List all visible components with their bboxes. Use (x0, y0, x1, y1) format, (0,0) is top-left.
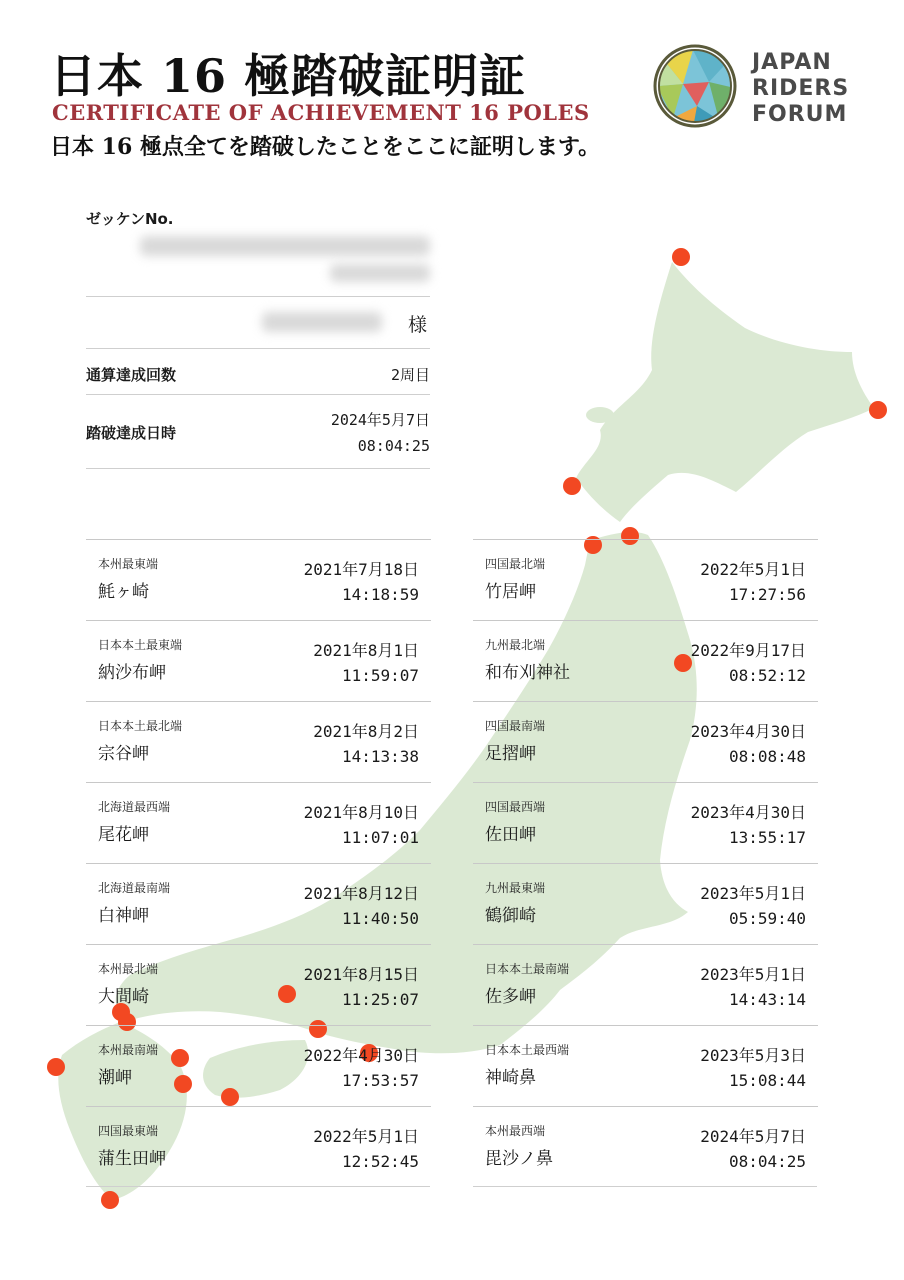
pole-date: 2023年4月30日 (690, 803, 806, 822)
total-count-label: 通算達成回数 (86, 366, 177, 384)
pole-place: 佐多岬 (485, 987, 536, 1007)
pole-date: 2022年9月17日 (690, 641, 806, 660)
pole-time: 05:59:40 (728, 909, 806, 928)
pole-time: 11:40:50 (341, 909, 419, 928)
pole-date: 2023年5月1日 (700, 884, 806, 903)
pole-record (86, 944, 431, 1024)
pole-place: 納沙布岬 (98, 663, 166, 683)
pole-record (473, 620, 818, 700)
row-divider (86, 863, 431, 864)
certificate-title: 日本 16 極踏破証明証 (50, 49, 527, 103)
pole-time: 08:52:12 (728, 666, 806, 685)
pole-category: 日本本土最西端 (485, 1043, 570, 1057)
pole-date: 2021年8月1日 (313, 641, 419, 660)
pole-date: 2022年5月1日 (700, 560, 806, 579)
divider (86, 394, 430, 395)
logo-line-2: RIDERS (752, 76, 850, 101)
pole-time: 14:13:38 (341, 747, 419, 766)
row-divider (86, 944, 431, 945)
certificate-statement: 日本 16 極点全てを踏破したことをここに証明します。 (50, 134, 601, 160)
achieved-time: 08:04:25 (357, 437, 430, 455)
pole-category: 日本本土最北端 (98, 719, 183, 733)
pole-record (86, 701, 431, 781)
globe-mosaic-icon (653, 44, 737, 128)
pole-place: 佐田岬 (485, 825, 536, 845)
pole-time: 11:25:07 (341, 990, 419, 1009)
pole-time: 14:43:14 (728, 990, 806, 1009)
row-divider (86, 539, 431, 540)
pole-time: 17:53:57 (341, 1071, 419, 1090)
pole-record (473, 863, 818, 943)
row-divider (86, 1025, 431, 1026)
pole-record (473, 1106, 818, 1186)
row-divider (473, 539, 818, 540)
pole-date: 2021年7月18日 (303, 560, 419, 579)
pole-date: 2023年5月1日 (700, 965, 806, 984)
pole-record (86, 1025, 431, 1105)
logo-wordmark (752, 50, 849, 128)
pole-category: 本州最南端 (98, 1043, 159, 1057)
pole-category: 日本本土最南端 (485, 962, 570, 976)
pole-date: 2024年5月7日 (700, 1127, 806, 1146)
pole-place: 鶴御崎 (485, 906, 536, 926)
pole-time: 13:55:17 (728, 828, 806, 847)
pole-time: 14:18:59 (341, 585, 419, 604)
pole-category: 本州最西端 (485, 1124, 546, 1138)
row-divider (473, 863, 818, 864)
achieved-date: 2024年5月7日 (330, 411, 430, 429)
pole-time: 11:59:07 (341, 666, 419, 685)
pole-category: 北海道最南端 (98, 881, 171, 895)
pole-time: 11:07:01 (341, 828, 419, 847)
pole-place: 宗谷岬 (98, 744, 149, 764)
pole-place: 和布刈神社 (485, 663, 570, 683)
divider (86, 468, 430, 469)
row-divider (473, 1106, 818, 1107)
pole-place: 神崎鼻 (485, 1068, 536, 1088)
row-divider (473, 701, 818, 702)
pole-date: 2021年8月2日 (313, 722, 419, 741)
row-divider (86, 782, 431, 783)
row-divider (473, 1025, 818, 1026)
pole-category: 北海道最西端 (98, 800, 171, 814)
pole-time: 08:04:25 (728, 1152, 806, 1171)
pole-category: 本州最東端 (98, 557, 159, 571)
pole-category: 四国最東端 (98, 1124, 159, 1138)
pole-date: 2023年5月3日 (700, 1046, 806, 1065)
achieved-label: 踏破達成日時 (86, 424, 177, 442)
pole-record (86, 539, 431, 619)
pole-category: 日本本土最東端 (98, 638, 183, 652)
pole-record (86, 620, 431, 700)
honorific: 様 (408, 314, 428, 336)
pole-time: 15:08:44 (728, 1071, 806, 1090)
logo-line-1: JAPAN (752, 50, 832, 75)
total-count-value: 2周目 (390, 366, 430, 384)
pole-date: 2021年8月12日 (303, 884, 419, 903)
pole-category: 四国最南端 (485, 719, 546, 733)
pole-place: 毘沙ノ鼻 (485, 1149, 553, 1169)
pole-place: 潮岬 (98, 1068, 132, 1088)
pole-record (86, 863, 431, 943)
pole-place: 大間崎 (98, 987, 149, 1007)
pole-place: 尾花岬 (98, 825, 149, 845)
bib-label: ゼッケンNo. (86, 210, 174, 228)
pole-place: 足摺岬 (485, 744, 536, 764)
pole-place: 魹ヶ崎 (98, 582, 149, 602)
pole-place: 白神岬 (98, 906, 149, 926)
pole-category: 九州最東端 (485, 881, 546, 895)
pole-record (473, 701, 818, 781)
row-divider (473, 782, 818, 783)
pole-date: 2021年8月15日 (303, 965, 419, 984)
pole-record (86, 1106, 431, 1186)
row-divider (86, 1106, 431, 1107)
pole-category: 四国最北端 (485, 557, 546, 571)
row-divider (86, 620, 431, 621)
redacted-bib-number-2 (330, 264, 430, 282)
pole-category: 四国最西端 (485, 800, 546, 814)
pole-date: 2023年4月30日 (690, 722, 806, 741)
pole-category: 本州最北端 (98, 962, 159, 976)
logo-line-3: FORUM (752, 102, 848, 127)
divider (86, 348, 430, 349)
pole-record (473, 944, 818, 1024)
divider (86, 296, 430, 297)
grid-bottom-line-right (473, 1186, 817, 1187)
pole-record (473, 539, 818, 619)
pole-record (473, 782, 818, 862)
pole-time: 08:08:48 (728, 747, 806, 766)
pole-record (473, 1025, 818, 1105)
row-divider (473, 620, 818, 621)
pole-time: 12:52:45 (341, 1152, 419, 1171)
grid-bottom-line-left (86, 1186, 430, 1187)
pole-record (86, 782, 431, 862)
pole-date: 2022年5月1日 (313, 1127, 419, 1146)
pole-date: 2022年4月30日 (303, 1046, 419, 1065)
pole-place: 蒲生田岬 (98, 1149, 166, 1169)
pole-place: 竹居岬 (485, 582, 536, 602)
row-divider (86, 701, 431, 702)
redacted-bib-number (140, 236, 430, 256)
pole-date: 2021年8月10日 (303, 803, 419, 822)
certificate-subtitle: CERTIFICATE OF ACHIEVEMENT 16 POLES (52, 100, 590, 125)
pole-category: 九州最北端 (485, 638, 546, 652)
row-divider (473, 944, 818, 945)
redacted-name (262, 312, 382, 332)
pole-time: 17:27:56 (728, 585, 806, 604)
